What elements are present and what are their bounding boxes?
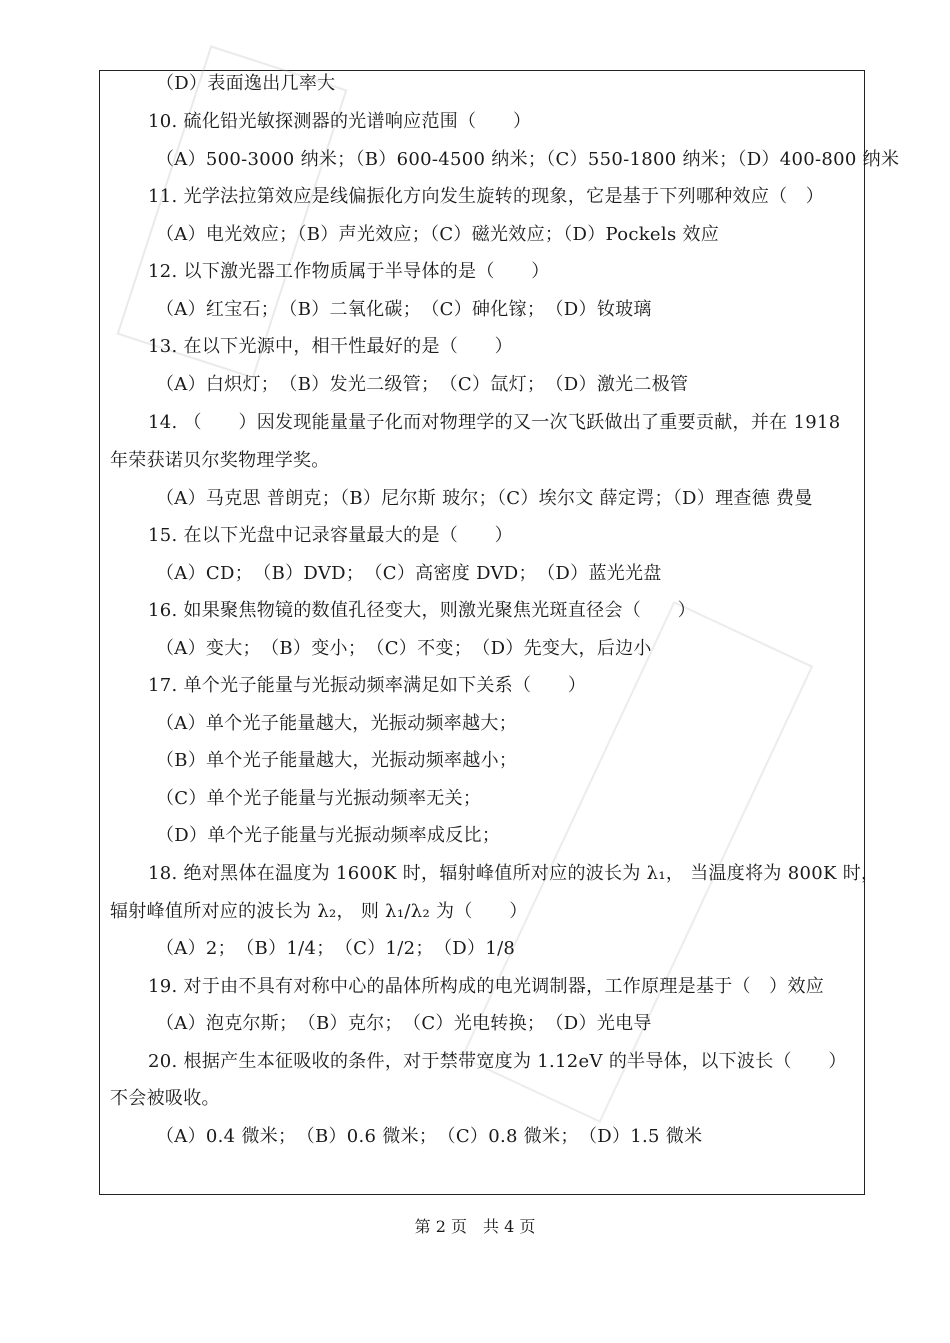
question-17-option-a: （A）单个光子能量越大，光振动频率越大； [156, 713, 517, 734]
question-16-options: （A）变大； （B）变小； （C）不变； （D）先变大，后边小 [156, 638, 652, 659]
question-14: 14. （ ）因发现能量量子化而对物理学的又一次飞跃做出了重要贡献，并在 1918 [148, 412, 841, 433]
question-11: 11. 光学法拉第效应是线偏振化方向发生旋转的现象，它是基于下列哪种效应（ ） [148, 186, 825, 207]
question-12: 12. 以下激光器工作物质属于半导体的是（ ） [148, 261, 550, 282]
question-17-option-d: （D）单个光子能量与光振动频率成反比； [156, 825, 501, 846]
question-18-continued: 辐射峰值所对应的波长为 λ₂， 则 λ₁/λ₂ 为（ ） [110, 901, 528, 922]
question-19-options: （A）泡克尔斯； （B）克尔； （C）光电转换； （D）光电导 [156, 1013, 652, 1034]
question-20-options: （A）0.4 微米； （B）0.6 微米； （C）0.8 微米； （D）1.5 微米 [156, 1126, 703, 1147]
question-10-options: （A）500-3000 纳米；（B）600-4500 纳米；（C）550-1800 纳米；（D）400-800 纳米 [156, 149, 900, 170]
question-17: 17. 单个光子能量与光振动频率满足如下关系（ ） [148, 675, 587, 696]
question-12-options: （A）红宝石； （B）二氧化碳； （C）砷化镓； （D）钕玻璃 [156, 299, 652, 320]
question-13-options: （A）白炽灯； （B）发光二级管； （C）氙灯； （D）激光二极管 [156, 374, 689, 395]
question-19: 19. 对于由不具有对称中心的晶体所构成的电光调制器，工作原理是基于（ ）效应 [148, 976, 825, 997]
question-10: 10. 硫化铅光敏探测器的光谱响应范围（ ） [148, 111, 532, 132]
question-15-options: （A）CD； （B）DVD； （C）高密度 DVD； （D）蓝光光盘 [156, 563, 662, 584]
question-20: 20. 根据产生本征吸收的条件，对于禁带宽度为 1.12eV 的半导体，以下波长（ ） [148, 1051, 847, 1072]
question-14-options: （A）马克思 普朗克；（B）尼尔斯 玻尔；（C）埃尔文 薛定谔；（D）理查德 费曼 [156, 488, 813, 509]
question-13: 13. 在以下光源中，相干性最好的是（ ） [148, 336, 513, 357]
question-17-option-b: （B）单个光子能量越大，光振动频率越小； [156, 750, 518, 771]
question-18: 18. 绝对黑体在温度为 1600K 时，辐射峰值所对应的波长为 λ₁， 当温度将为 800K 时， [148, 863, 880, 884]
question-17-option-c: （C）单个光子能量与光振动频率无关； [156, 788, 482, 809]
page-number: 第 2 页 共 4 页 [414, 1217, 536, 1236]
question-18-options: （A）2； （B）1/4； （C）1/2； （D）1/8 [156, 938, 516, 959]
question-20-continued: 不会被吸收。 [110, 1088, 220, 1109]
option-line: （D）表面逸出几率大 [156, 73, 336, 94]
question-15: 15. 在以下光盘中记录容量最大的是（ ） [148, 525, 513, 546]
question-11-options: （A）电光效应；（B）声光效应；（C）磁光效应；（D）Pockels 效应 [156, 224, 720, 245]
question-16: 16. 如果聚焦物镜的数值孔径变大，则激光聚焦光斑直径会（ ） [148, 600, 696, 621]
question-14-continued: 年荣获诺贝尔奖物理学奖。 [110, 450, 330, 471]
